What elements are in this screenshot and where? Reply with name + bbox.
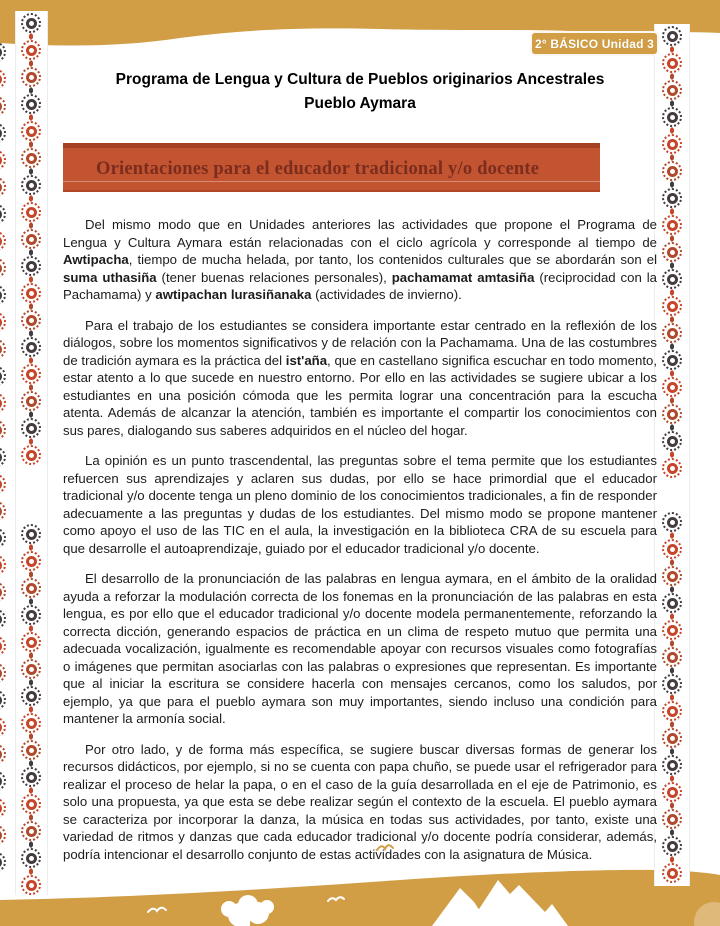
body-paragraph bbox=[63, 452, 657, 557]
chain-link bbox=[29, 706, 33, 713]
gear-medallion-icon bbox=[21, 364, 41, 384]
paragraph-text: Por otro lado, y de forma más específica, se sugiere buscar diversas formas de generar los recursos didácticos, por ejemplo, si no se cuenta con papa chuño, se puede usar el refrigerador para realizar el proceso de helar la papa, o en el caso de la guía desarrollada en el eje de Patrimonio, es solo una propuesta, ya que esta se debe realizar según el contexto de la escuela. El pueblo aymara se caracteriza por incorporar la danza, la música en todas sus actividades, por tanto, existe una variedad de ritmos y danzas que cada educador tradicional y/o docente podría considerar, además, podría intencionar el desarrollo conjunto de estas actividades con la asignatura de Música. bbox=[63, 741, 657, 862]
aymara-term: pachamamat amtasiña bbox=[391, 269, 535, 285]
gear-medallion-icon bbox=[662, 836, 682, 856]
gear-medallion-icon bbox=[0, 393, 6, 413]
gear-medallion-icon bbox=[0, 582, 6, 602]
gear-medallion-icon bbox=[21, 337, 41, 357]
gear-medallion-icon bbox=[0, 447, 6, 467]
gear-medallion-icon bbox=[21, 875, 41, 895]
chain-link bbox=[29, 114, 33, 121]
paragraph-text: , que en castellano significa escuchar en todo momento, estar atento a lo que sucede en nuestro entorno. Por ello en las actividades se sugiere ubicar a los estudiantes en una posición cómoda que les permita lograr una concentración para la escucha atenta. Además de alcanzar la atención, también es importante el compartir los conocimientos con sus pares, dialogando sus saberes adquiridos en el núcleo del hogar. bbox=[63, 352, 657, 438]
chain-link bbox=[29, 357, 33, 364]
gear-medallion-icon bbox=[21, 632, 41, 652]
chain-link bbox=[670, 343, 674, 350]
chain-link bbox=[670, 73, 674, 80]
aymara-term: awtipachan lurasiñanaka bbox=[155, 287, 312, 302]
gear-medallion-icon bbox=[21, 524, 41, 544]
chain-link bbox=[29, 760, 33, 767]
paragraph-text: , tiempo de mucha helada, por tanto, los contenidos culturales que se abordarán son el bbox=[128, 252, 657, 267]
gear-medallion-icon bbox=[0, 528, 6, 548]
paragraph-text: (actividades de invierno). bbox=[311, 287, 462, 302]
chain-link bbox=[29, 787, 33, 794]
right-border-pattern-bottom bbox=[662, 512, 682, 883]
chain-link bbox=[670, 613, 674, 620]
chain-link bbox=[670, 586, 674, 593]
aymara-term: ist'aña bbox=[285, 352, 328, 368]
gear-medallion-icon bbox=[21, 445, 41, 465]
chain-link bbox=[29, 733, 33, 740]
chain-link bbox=[670, 262, 674, 269]
page-title bbox=[63, 68, 657, 116]
chain-link bbox=[670, 667, 674, 674]
gear-medallion-icon bbox=[21, 659, 41, 679]
chain-link bbox=[670, 127, 674, 134]
page-title-line1: Programa de Lengua y Cultura de Pueblos originarios Ancestrales bbox=[115, 71, 605, 88]
paragraph-text: (reciprocidad con la Pachamama) y bbox=[63, 269, 658, 302]
gear-medallion-icon bbox=[0, 825, 6, 845]
chain-link bbox=[670, 100, 674, 107]
chain-link bbox=[29, 814, 33, 821]
gear-medallion-icon bbox=[662, 53, 682, 73]
gear-medallion-icon bbox=[662, 377, 682, 397]
gear-medallion-icon bbox=[662, 107, 682, 127]
paragraph-text: Del mismo modo que en Unidades anteriores las actividades que propone el Programa de Lengua y Cultura Aymara están relacionadas con el ciclo agrícola y corresponde al tiempo de bbox=[63, 217, 657, 250]
gear-medallion-icon bbox=[662, 296, 682, 316]
gear-medallion-icon bbox=[21, 740, 41, 760]
unit-badge: 2° BÁSICO Unidad 3 bbox=[530, 31, 659, 56]
gear-medallion-icon bbox=[662, 80, 682, 100]
gear-medallion-icon bbox=[0, 420, 6, 440]
gear-medallion-icon bbox=[21, 121, 41, 141]
gear-medallion-icon bbox=[21, 175, 41, 195]
chain-link bbox=[670, 775, 674, 782]
gear-medallion-icon bbox=[662, 593, 682, 613]
gear-medallion-icon bbox=[0, 636, 6, 656]
gear-medallion-icon bbox=[662, 269, 682, 289]
gear-medallion-icon bbox=[0, 204, 6, 224]
chain-link bbox=[670, 370, 674, 377]
gear-medallion-icon bbox=[662, 242, 682, 262]
chain-link bbox=[670, 208, 674, 215]
chain-link bbox=[29, 249, 33, 256]
gear-medallion-icon bbox=[662, 215, 682, 235]
gear-medallion-icon bbox=[0, 69, 6, 89]
gear-medallion-icon bbox=[662, 566, 682, 586]
chain-link bbox=[29, 222, 33, 229]
gear-medallion-icon bbox=[0, 366, 6, 386]
chain-link bbox=[670, 721, 674, 728]
chain-link bbox=[29, 544, 33, 551]
gear-medallion-icon bbox=[21, 821, 41, 841]
body-paragraph bbox=[63, 317, 657, 440]
gear-medallion-icon bbox=[0, 501, 6, 521]
gear-medallion-icon bbox=[21, 391, 41, 411]
chain-link bbox=[29, 679, 33, 686]
paragraph-text: El desarrollo de la pronunciación de las palabras en lengua aymara, en el ámbito de la oralidad ayuda a reforzar la modulación correcta de los fonemas en la pronunciación de las palabras en esta lengua, es por ello que el educador tradicional y/o docente modela permanentemente, reforzando la correcta dicción, generando espacios de práctica en un clima de respeto mutuo que permita una adecuada vocalización, igualmente es recomendable apoyar con recursos visuales como fotografías o imágenes que permitan asociarlas con las palabras o expresiones que representan. Es importante que al iniciar la escritura se considere hacerla con mensajes cercanos, como los saludos, por ejemplo, ya que para el pueblo aymara son muy importantes, siendo incluso una condición para mantener la armonía social. bbox=[63, 571, 657, 726]
gear-medallion-icon bbox=[662, 674, 682, 694]
gear-medallion-icon bbox=[0, 258, 6, 278]
gear-medallion-icon bbox=[662, 809, 682, 829]
gear-medallion-icon bbox=[662, 755, 682, 775]
left-border-pattern-top bbox=[21, 13, 41, 465]
gear-medallion-icon bbox=[21, 256, 41, 276]
chain-link bbox=[670, 289, 674, 296]
chain-link bbox=[29, 87, 33, 94]
chain-link bbox=[29, 625, 33, 632]
aymara-term: Awtipacha bbox=[63, 252, 129, 267]
chain-link bbox=[29, 168, 33, 175]
gear-medallion-icon bbox=[21, 283, 41, 303]
chain-link bbox=[29, 33, 33, 40]
right-border-pattern-top bbox=[662, 26, 682, 478]
gear-medallion-icon bbox=[662, 620, 682, 640]
body-paragraph bbox=[63, 216, 657, 304]
gear-medallion-icon bbox=[0, 744, 6, 764]
gear-medallion-icon bbox=[21, 767, 41, 787]
chain-link bbox=[670, 397, 674, 404]
gear-medallion-icon bbox=[0, 123, 6, 143]
chain-link bbox=[670, 694, 674, 701]
gear-medallion-icon bbox=[0, 690, 6, 710]
gear-medallion-icon bbox=[21, 713, 41, 733]
chain-link bbox=[670, 802, 674, 809]
gear-medallion-icon bbox=[0, 717, 6, 737]
chain-link bbox=[670, 856, 674, 863]
gear-medallion-icon bbox=[662, 404, 682, 424]
gear-medallion-icon bbox=[21, 148, 41, 168]
gear-medallion-icon bbox=[21, 578, 41, 598]
gear-medallion-icon bbox=[0, 798, 6, 818]
gear-medallion-icon bbox=[21, 418, 41, 438]
paragraph-text: La opinión es un punto trascendental, las preguntas sobre el tema permite que los estudiantes refuercen sus aprendizajes y aclaren sus dudas, por ello se hace primordial que el educador tradicional y/o docente tenga un pleno dominio de los conocimientos tradicionales, a fin de responder adecuamente a las preguntas y dudas de los estudiantes. Del mismo modo se propone mantener como apoyo el uso de las TIC en el aula, la investigación en la biblioteca CRA de su escuela para que desarrolle el autoaprendizaje, guiado por el educador tradicional y/o docente. bbox=[63, 453, 657, 556]
gear-medallion-icon bbox=[0, 852, 6, 872]
gear-medallion-icon bbox=[21, 310, 41, 330]
gear-medallion-icon bbox=[662, 431, 682, 451]
chain-link bbox=[29, 276, 33, 283]
gear-medallion-icon bbox=[0, 474, 6, 494]
gear-medallion-icon bbox=[0, 177, 6, 197]
gear-medallion-icon bbox=[662, 863, 682, 883]
chain-link bbox=[29, 841, 33, 848]
gear-medallion-icon bbox=[21, 67, 41, 87]
gear-medallion-icon bbox=[662, 458, 682, 478]
gear-medallion-icon bbox=[21, 794, 41, 814]
gear-medallion-icon bbox=[0, 231, 6, 251]
gear-medallion-icon bbox=[662, 161, 682, 181]
chain-link bbox=[29, 868, 33, 875]
body-paragraph bbox=[63, 741, 657, 864]
chain-link bbox=[670, 748, 674, 755]
gear-medallion-icon bbox=[21, 202, 41, 222]
gear-medallion-icon bbox=[21, 605, 41, 625]
section-banner bbox=[63, 143, 600, 192]
chain-link bbox=[29, 330, 33, 337]
aymara-term: suma uthasiña bbox=[63, 269, 157, 285]
chain-link bbox=[670, 316, 674, 323]
paragraph-text: (tener buenas relaciones personales), bbox=[156, 269, 392, 285]
chain-link bbox=[670, 559, 674, 566]
chain-link bbox=[670, 829, 674, 836]
chain-link bbox=[670, 424, 674, 431]
gear-medallion-icon bbox=[662, 323, 682, 343]
gear-medallion-icon bbox=[0, 771, 6, 791]
chain-link bbox=[29, 141, 33, 148]
gear-medallion-icon bbox=[21, 229, 41, 249]
chain-link bbox=[670, 235, 674, 242]
chain-link bbox=[670, 46, 674, 53]
gear-medallion-icon bbox=[662, 512, 682, 532]
gear-medallion-icon bbox=[0, 96, 6, 116]
gear-medallion-icon bbox=[21, 551, 41, 571]
chain-link bbox=[29, 384, 33, 391]
body-paragraph bbox=[63, 570, 657, 728]
page-title-line2: Pueblo Aymara bbox=[304, 95, 416, 112]
chain-link bbox=[670, 451, 674, 458]
chain-link bbox=[670, 181, 674, 188]
gear-medallion-icon bbox=[662, 134, 682, 154]
chain-link bbox=[670, 154, 674, 161]
chain-link bbox=[29, 195, 33, 202]
gear-medallion-icon bbox=[662, 647, 682, 667]
body-paragraphs bbox=[63, 216, 657, 876]
gear-medallion-icon bbox=[0, 339, 6, 359]
gear-medallion-icon bbox=[0, 312, 6, 332]
gear-medallion-icon bbox=[21, 40, 41, 60]
gear-medallion-icon bbox=[662, 701, 682, 721]
gear-medallion-icon bbox=[0, 42, 6, 62]
chain-link bbox=[29, 411, 33, 418]
gear-medallion-icon bbox=[0, 609, 6, 629]
chain-link bbox=[29, 652, 33, 659]
gear-medallion-icon bbox=[0, 663, 6, 683]
gear-medallion-icon bbox=[21, 94, 41, 114]
gear-medallion-icon bbox=[21, 848, 41, 868]
chain-link bbox=[29, 303, 33, 310]
chain-link bbox=[29, 438, 33, 445]
gear-medallion-icon bbox=[21, 13, 41, 33]
gear-medallion-icon bbox=[662, 350, 682, 370]
section-heading: Orientaciones para el educador tradicional y/o docente bbox=[96, 159, 540, 179]
chain-link bbox=[670, 640, 674, 647]
gear-medallion-icon bbox=[0, 150, 6, 170]
gear-medallion-icon bbox=[21, 686, 41, 706]
chain-link bbox=[670, 532, 674, 539]
gear-medallion-icon bbox=[662, 188, 682, 208]
chain-link bbox=[29, 571, 33, 578]
left-edge-clipped-pattern bbox=[0, 42, 6, 872]
left-border-pattern-bottom bbox=[21, 524, 41, 895]
paragraph-text: Para el trabajo de los estudiantes se considera importante estar centrado en la reflexión de los diálogos, sobre los momentos significativos y de relación con la Pachamama. Una de las costumbres de tradición aymara es la práctica del bbox=[63, 317, 657, 368]
chain-link bbox=[29, 598, 33, 605]
gear-medallion-icon bbox=[0, 555, 6, 575]
gear-medallion-icon bbox=[662, 728, 682, 748]
gear-medallion-icon bbox=[0, 285, 6, 305]
gear-medallion-icon bbox=[662, 539, 682, 559]
chain-link bbox=[29, 60, 33, 67]
gear-medallion-icon bbox=[662, 782, 682, 802]
gear-medallion-icon bbox=[662, 26, 682, 46]
